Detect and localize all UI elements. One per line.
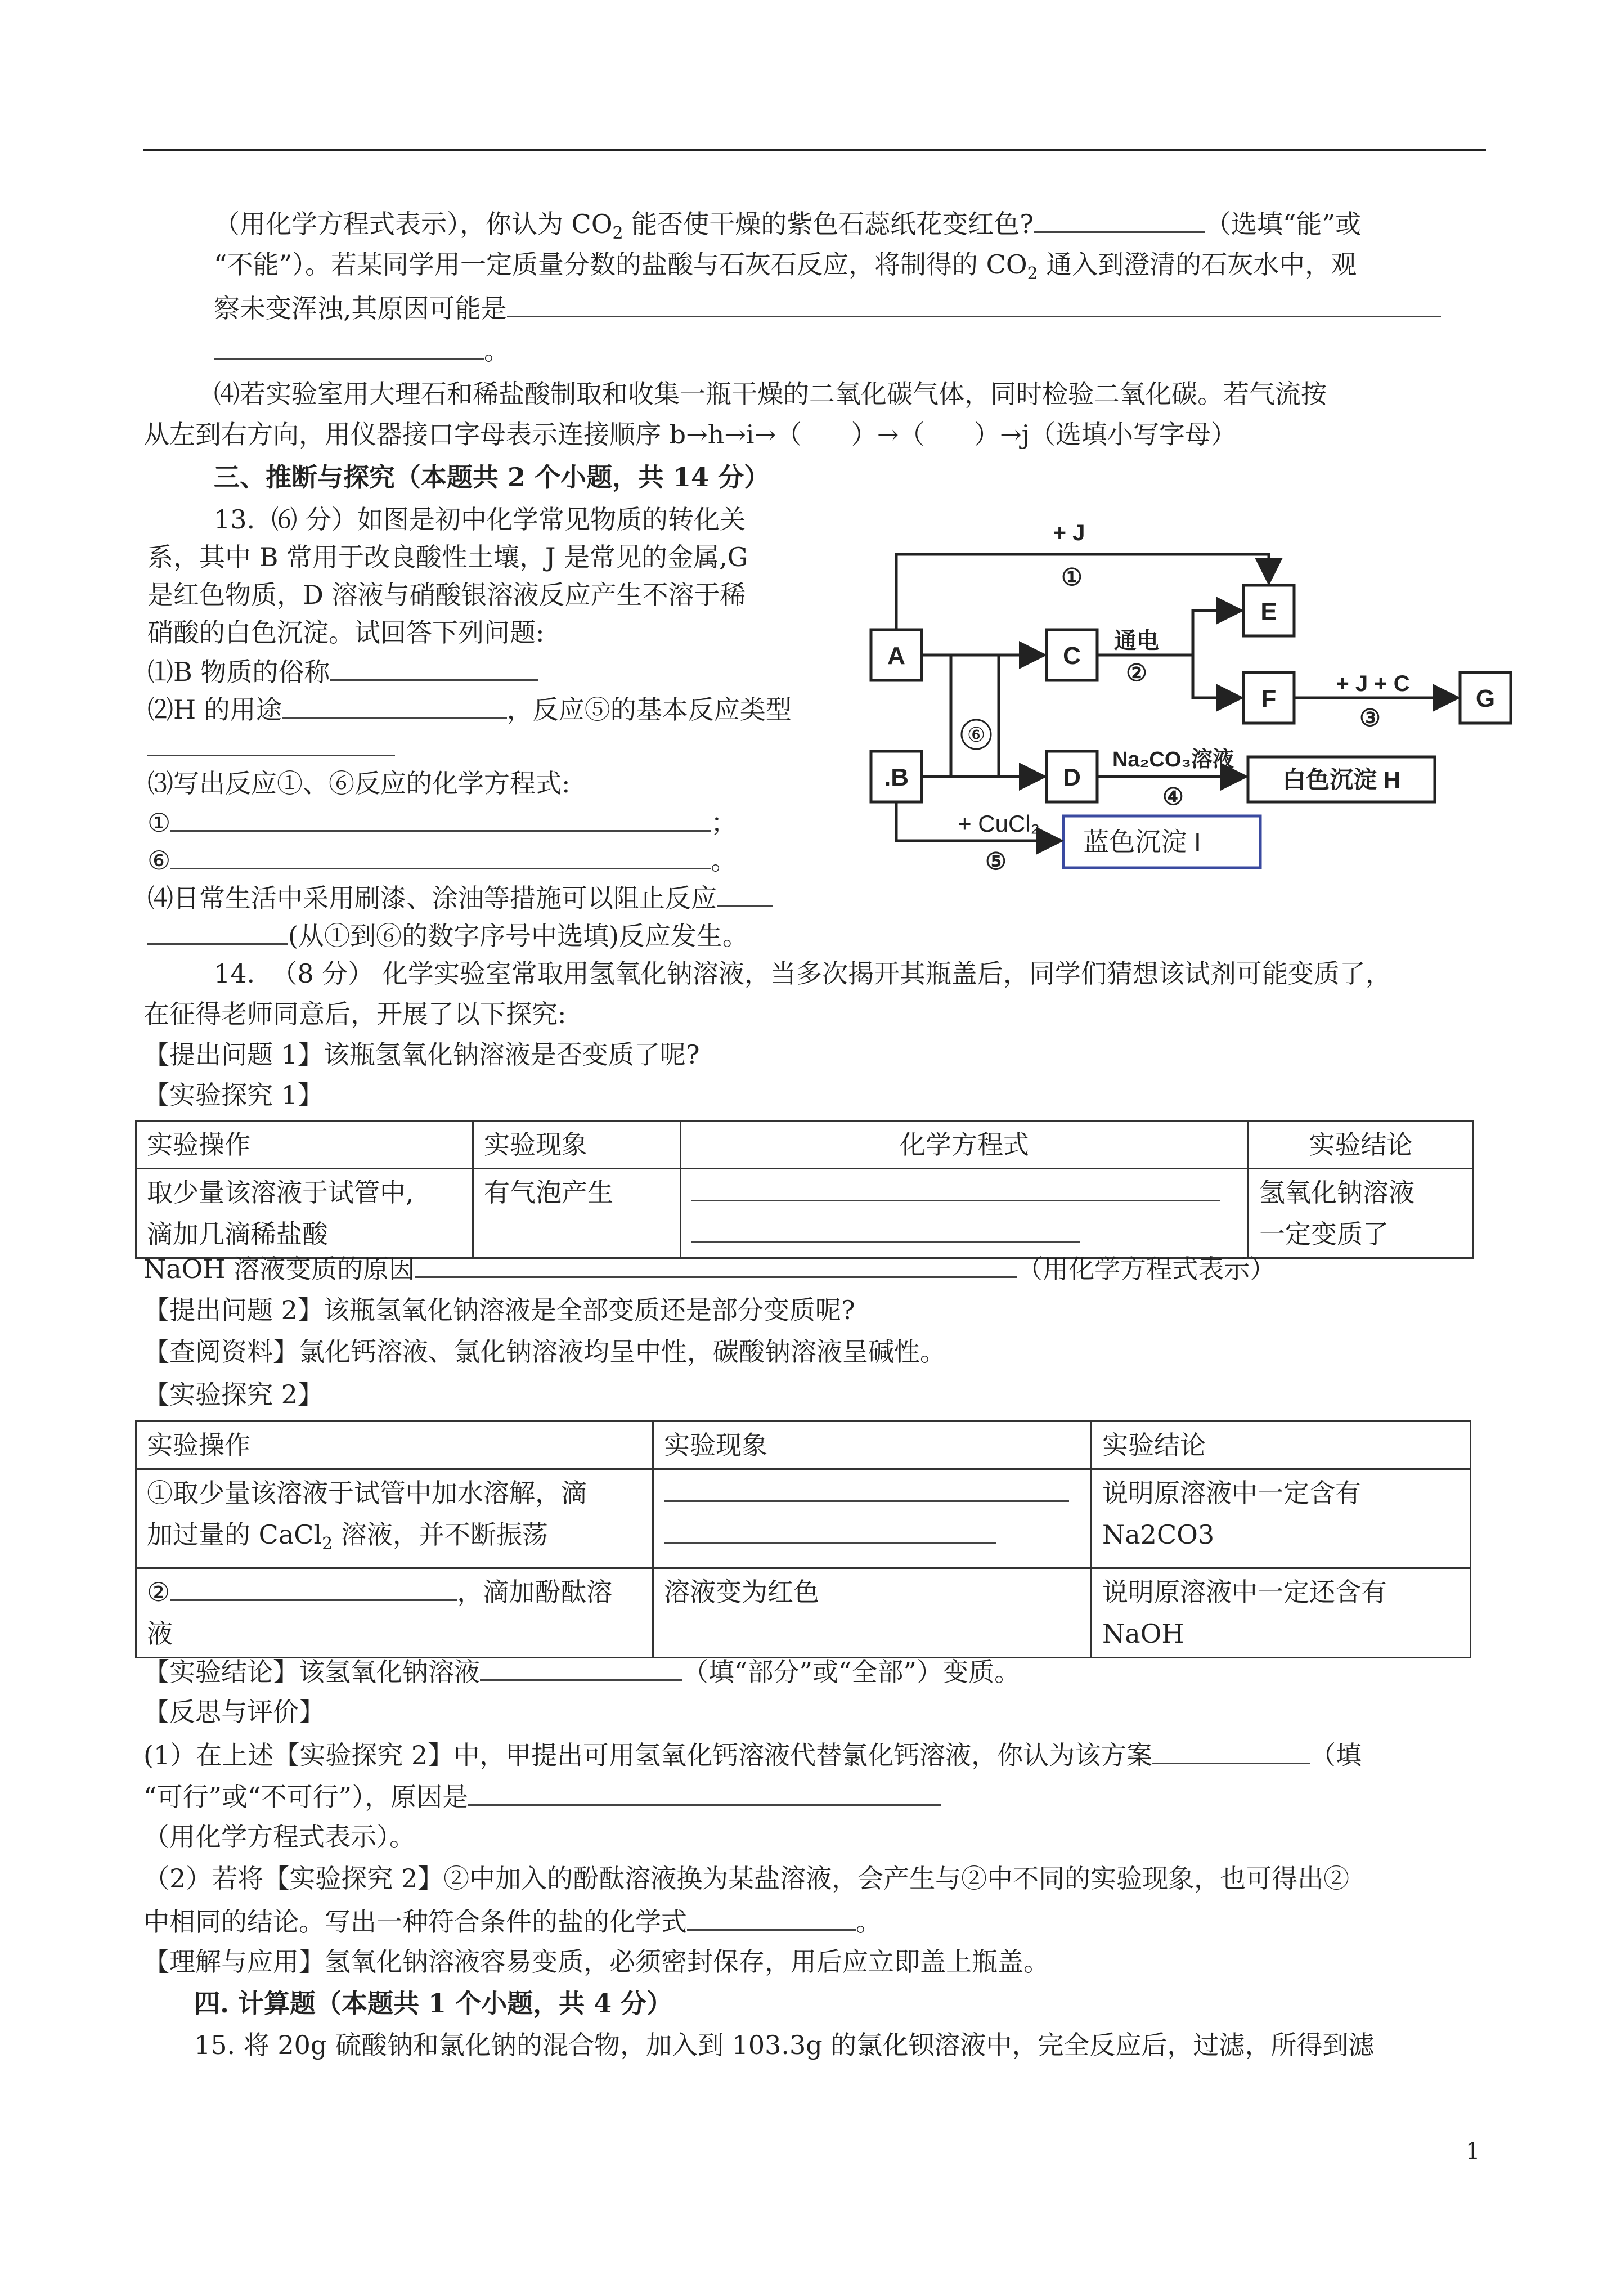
reaction-2-label: ②: [1126, 660, 1147, 686]
experiment-2-table: [135, 1420, 1471, 1658]
q13-line4: 硝酸的白色沉淀。试回答下列问题:: [147, 617, 545, 648]
table-cell: 说明原溶液中一定还含有 NaOH: [1092, 1568, 1471, 1658]
q12-line6: 从左到右方向，用仪器接口字母表示连接顺序 b→h→i→（ ）→（ ）→j（选填小写字母）: [143, 419, 1237, 450]
table-header-row: [136, 1121, 1474, 1169]
answer-blank[interactable]: [691, 1219, 1080, 1243]
naoh-cause: NaOH 溶液变质的原因 （用化学方程式表示）: [143, 1250, 1276, 1286]
q14-reflection-1b: “可行”或“不可行”），原因是: [143, 1778, 941, 1814]
table-cell: ② ，滴加酚酞溶 液: [136, 1568, 653, 1658]
answer-blank[interactable]: [147, 917, 288, 945]
table-cell: 说明原溶液中一定含有 Na2CO3: [1092, 1469, 1471, 1568]
reaction-6-label: ⑥: [967, 723, 986, 746]
q14-reflection-2a: （2）若将【实验探究 2】②中加入的酚酞溶液换为某盐溶液，会产生与②中不同的实验现象，也可得出②: [143, 1863, 1350, 1894]
label-electrolysis: 通电: [1114, 629, 1159, 653]
q14-intro2: 在征得老师同意后，开展了以下探究:: [143, 999, 567, 1029]
answer-blank[interactable]: [1152, 1737, 1310, 1764]
table-cell: [681, 1169, 1249, 1258]
answer-blank[interactable]: [480, 1653, 682, 1681]
answer-blank[interactable]: [170, 842, 711, 869]
experiment-1-table: [135, 1120, 1474, 1259]
q13-line3: 是红色物质，D 溶液与硝酸银溶液反应产生不溶于稀: [147, 580, 746, 610]
table-cell: ①取少量该溶液于试管中加水溶解，滴 加过量的 CaCl$_2$ 溶液，并不断振荡: [136, 1469, 653, 1568]
answer-blank[interactable]: [468, 1778, 941, 1806]
reaction-3-label: ③: [1359, 705, 1381, 731]
q12-line3: 察未变浑浊,其原因可能是: [214, 290, 1441, 325]
table-header-cell: 实验现象: [473, 1121, 681, 1169]
table-header-row: [136, 1421, 1471, 1469]
table-cell: 有气泡产生: [473, 1169, 681, 1258]
answer-blank[interactable]: [170, 1577, 457, 1601]
table-cell: 氢氧化钠溶液 一定变质了: [1249, 1169, 1474, 1258]
table-header-cell: 实验操作: [136, 1121, 473, 1169]
answer-blank[interactable]: [664, 1519, 996, 1544]
q13-line9: ① ；: [147, 804, 737, 840]
page-number: 1: [1466, 2138, 1480, 2164]
q14-intro1: 14. （8 分） 化学实验室常取用氢氧化钠溶液，当多次揭开其瓶盖后，同学们猜想该试剂可能变质了，: [214, 958, 1391, 989]
q13-line2: 系，其中 B 常用于改良酸性土壤，J 是常见的金属,G: [147, 542, 748, 572]
q12-line2: “不能”）。若某同学用一定质量分数的盐酸与石灰石反应，将制得的 $CO_2$ 通入到澄清的石灰水中，观: [214, 249, 1357, 284]
q14-conclusion: 【实验结论】该氢氧化钠溶液 （填“部分”或“全部”）变质。: [143, 1653, 1020, 1689]
node-i-label: 蓝色沉淀 I: [1083, 827, 1201, 856]
q13-line11: ⑷日常生活中采用刷漆、涂油等措施可以阻止反应: [147, 880, 773, 915]
section-3-title: 三、推断与探究（本题共 2 个小题，共 14 分）: [214, 462, 770, 492]
label-plus-j-c: + J + C: [1336, 671, 1410, 696]
node-c-label: C: [1063, 642, 1081, 670]
q14-exp1-title: 【实验探究 1】: [143, 1080, 324, 1110]
q13-line6: ⑵H 的用途 ，反应⑤的基本反应类型: [147, 691, 792, 727]
node-e-label: E: [1260, 598, 1277, 625]
q14-reflection-2b: 中相同的结论。写出一种符合条件的盐的化学式 。: [143, 1903, 882, 1939]
q13-line12: (从①到⑥的数字序号中选填)反应发生。: [147, 917, 748, 953]
answer-blank[interactable]: [330, 653, 538, 681]
answer-blank[interactable]: [282, 691, 507, 719]
table-header-cell: 实验结论: [1092, 1421, 1471, 1469]
q13-line8: ⑶写出反应①、⑥反应的化学方程式:: [147, 768, 571, 799]
q13-line10: ⑥ 。: [147, 842, 737, 877]
answer-blank[interactable]: [170, 804, 711, 832]
reaction-4-label: ④: [1162, 783, 1184, 810]
q15-text: 15. 将 20g 硫酸钠和氯化钠的混合物，加入到 103.3g 的氯化钡溶液中，完全反应后，过滤，所得到滤: [194, 2030, 1375, 2060]
q13-line7: [147, 729, 395, 764]
label-na2co3: Na₂CO₃溶液: [1112, 748, 1234, 772]
section-4-title: 四. 计算题（本题共 1 个小题，共 4 分）: [194, 1988, 673, 2019]
q12-line4: 。: [214, 332, 510, 367]
table-cell: 取少量该溶液于试管中, 滴加几滴稀盐酸: [136, 1169, 473, 1258]
label-plus-j: + J: [1053, 521, 1085, 545]
q12-line1: （用化学方程式表示），你认为 $CO_2$ 能否使干燥的紫色石蕊纸花变红色? （选填“能”或: [214, 205, 1361, 250]
table-header-cell: 实验现象: [653, 1421, 1092, 1469]
q14-reflection-1c: （用化学方程式表示）。: [143, 1822, 415, 1852]
table-header-cell: 实验结论: [1249, 1121, 1474, 1169]
answer-blank[interactable]: [691, 1177, 1220, 1201]
q14-question1: 【提出问题 1】该瓶氢氧化钠溶液是否变质了呢?: [143, 1039, 700, 1070]
node-g-label: G: [1475, 685, 1496, 712]
q14-reflection-title: 【反思与评价】: [143, 1697, 325, 1727]
answer-blank[interactable]: [1034, 205, 1205, 233]
node-f-label: F: [1261, 685, 1277, 712]
label-cucl2: + CuCl₂: [958, 810, 1040, 837]
node-b-label: .B: [884, 764, 909, 791]
answer-blank[interactable]: [687, 1903, 856, 1931]
answer-blank[interactable]: [147, 729, 395, 756]
q14-application: 【理解与应用】氢氧化钠溶液容易变质，必须密封保存，用后应立即盖上瓶盖。: [143, 1947, 1049, 1977]
table-cell: [653, 1469, 1092, 1568]
reaction-diagram: [858, 487, 1525, 892]
reaction-1-label: ①: [1061, 564, 1083, 590]
table-cell: 溶液变为红色: [653, 1568, 1092, 1658]
q14-exp2-title: 【实验探究 2】: [143, 1379, 324, 1410]
node-a-label: A: [887, 642, 905, 670]
answer-blank[interactable]: [717, 880, 773, 907]
q13-line1: 13. ⑹ 分）如图是初中化学常见物质的转化关: [214, 504, 746, 535]
q12-line5: ⑷若实验室用大理石和稀盐酸制取和收集一瓶干燥的二氧化碳气体，同时检验二氧化碳。若气流按: [214, 379, 1327, 409]
answer-blank[interactable]: [415, 1250, 1017, 1278]
answer-blank[interactable]: [664, 1478, 1069, 1502]
q14-reference-info: 【查阅资料】氯化钙溶液、氯化钠溶液均呈中性，碳酸钠溶液呈碱性。: [143, 1337, 946, 1367]
table-row: [136, 1568, 1471, 1658]
table-row: [136, 1469, 1471, 1568]
node-d-label: D: [1063, 764, 1081, 791]
q14-reflection-1a: (1）在上述【实验探究 2】中，甲提出可用氢氧化钙溶液代替氯化钙溶液，你认为该方案 （填: [143, 1737, 1362, 1772]
header-rule: [143, 149, 1486, 151]
table-header-cell: 化学方程式: [681, 1121, 1249, 1169]
answer-blank[interactable]: [214, 332, 484, 360]
reaction-5-label: ⑤: [985, 848, 1007, 875]
table-row: [136, 1169, 1474, 1258]
node-h-label: 白色沉淀 H: [1282, 766, 1401, 793]
table-header-cell: 实验操作: [136, 1421, 653, 1469]
answer-blank[interactable]: [507, 290, 1441, 317]
q13-line5: ⑴B 物质的俗称: [147, 653, 538, 689]
q14-question2: 【提出问题 2】该瓶氢氧化钠溶液是全部变质还是部分变质呢?: [143, 1295, 855, 1325]
